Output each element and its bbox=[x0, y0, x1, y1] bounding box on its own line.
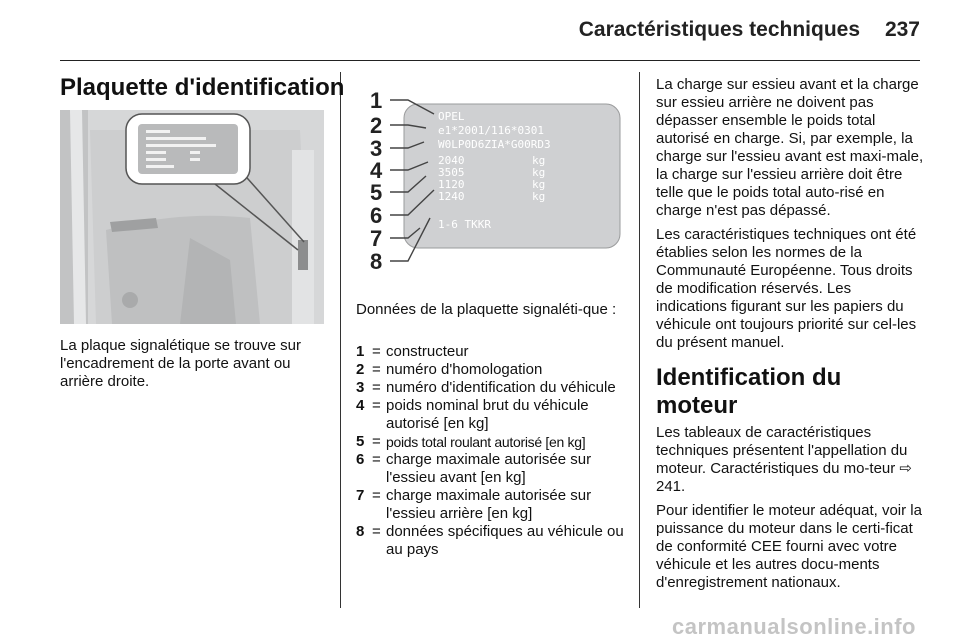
header-rule bbox=[60, 60, 920, 61]
plate-legend-list bbox=[356, 343, 636, 559]
legend-number: 7 bbox=[356, 487, 365, 504]
watermark: carmanualsonline.info bbox=[672, 614, 916, 639]
legend-item bbox=[356, 343, 636, 361]
plate-text-line: 2040 bbox=[438, 154, 465, 167]
legend-item bbox=[356, 397, 636, 433]
legend-equals: = bbox=[372, 397, 381, 414]
engine-tables-paragraph: Les tableaux de caractéristiques techniques présentent l'appellation du moteur. Caractéristiques du mo-teur ⇨ 241. bbox=[656, 424, 913, 495]
legend-item bbox=[356, 361, 636, 379]
legend-number: 3 bbox=[356, 379, 365, 396]
legend-number: 4 bbox=[356, 397, 365, 414]
legend-text: numéro d'identification du véhicule bbox=[386, 379, 616, 396]
plate-unit-label: kg bbox=[532, 190, 546, 203]
column-divider-1 bbox=[340, 72, 341, 608]
legend-number: 5 bbox=[356, 433, 365, 450]
section-title-engine-identification: Identification du moteur bbox=[656, 364, 842, 419]
legend-text: poids total roulant autorisé [en kg] bbox=[386, 434, 586, 450]
engine-identify-paragraph: Pour identifier le moteur adéquat, voir la puissance du moteur dans le certi-ficat de conformité CEE fourni avec votre véhicule et les autres docu-ments d'enregistrement nationaux. bbox=[656, 502, 922, 591]
legend-number: 8 bbox=[356, 523, 365, 540]
legend-text: poids nominal brut du véhicule autorisé [en kg] bbox=[386, 397, 589, 432]
door-frame-photo bbox=[60, 110, 324, 324]
right-column bbox=[656, 76, 924, 598]
legend-number: 2 bbox=[356, 361, 365, 378]
section-title-identification-plate: Plaquette d'identification bbox=[60, 74, 345, 101]
legend-text: charge maximale autorisée sur l'essieu arrière [en kg] bbox=[386, 487, 592, 522]
callout-number: 2 bbox=[370, 113, 383, 138]
callout-number: 3 bbox=[370, 136, 383, 161]
axle-load-paragraph: La charge sur essieu avant et la charge sur essieu arrière ne doivent pas dépasser ensemble le poids total autorisé en charge. Si, par exemple, la charge sur l'essieu avant est maxi-male, la charge sur l'essieu arrière doit être telle que le poids total auto-risé en charge n'est pas dépassé. bbox=[656, 76, 924, 219]
legend-text: données spécifiques au véhicule ou au pays bbox=[386, 523, 624, 558]
plate-text-line: OPEL bbox=[438, 110, 465, 123]
plate-text-line: 1120 bbox=[438, 178, 465, 191]
legend-text: constructeur bbox=[386, 343, 469, 360]
column-divider-2 bbox=[639, 72, 640, 608]
legend-equals: = bbox=[372, 433, 381, 450]
legend-text: numéro d'homologation bbox=[386, 361, 543, 378]
plate-text-line: e1*2001/116*0301 bbox=[438, 124, 544, 137]
legend-item bbox=[356, 451, 636, 487]
page-number: 237 bbox=[884, 18, 920, 41]
door-frame-illustration bbox=[60, 110, 324, 324]
identification-plate-figure bbox=[356, 78, 624, 288]
plate-location-paragraph: La plaque signalétique se trouve sur l'encadrement de la porte avant ou arrière droite. bbox=[60, 337, 301, 390]
legend-equals: = bbox=[372, 451, 381, 468]
legend-item bbox=[356, 379, 636, 397]
callout-number: 5 bbox=[370, 180, 383, 205]
callout-number: 7 bbox=[370, 226, 383, 251]
legend-item bbox=[356, 487, 636, 523]
callout-number: 4 bbox=[370, 158, 383, 183]
legend-equals: = bbox=[372, 361, 381, 378]
plate-unit-label: kg bbox=[532, 178, 546, 191]
legend-item bbox=[356, 523, 636, 559]
plate-text-line: 1-6 TKKR bbox=[438, 218, 491, 231]
ec-standards-paragraph: Les caractéristiques techniques ont été établies selon les normes de la Communauté Européenne. Tous droits de modification réservés. Les indications figurant sur les papiers du véhicule ont toujours priorité sur cel-les du présent manuel. bbox=[656, 226, 917, 351]
running-header-title: Caractéristiques techniques bbox=[578, 18, 860, 41]
callout-number: 8 bbox=[370, 249, 383, 274]
plate-text-line: W0LP0D6ZIA*G00RD3 bbox=[438, 138, 551, 151]
legend-number: 6 bbox=[356, 451, 365, 468]
legend-item bbox=[356, 433, 636, 451]
plate-unit-label: kg bbox=[532, 154, 546, 167]
legend-equals: = bbox=[372, 343, 381, 360]
plate-data-intro: Données de la plaquette signaléti-que : bbox=[356, 301, 617, 318]
legend-equals: = bbox=[372, 379, 381, 396]
legend-text: charge maximale autorisée sur l'essieu avant [en kg] bbox=[386, 451, 592, 486]
callout-number: 6 bbox=[370, 203, 383, 228]
legend-number: 1 bbox=[356, 343, 365, 360]
identification-plate-diagram bbox=[356, 78, 624, 288]
plate-text-line: 1240 bbox=[438, 190, 465, 203]
callout-number: 1 bbox=[370, 88, 383, 113]
legend-equals: = bbox=[372, 487, 381, 504]
plate-text-line: 3505 bbox=[438, 166, 465, 179]
legend-equals: = bbox=[372, 523, 381, 540]
plate-unit-label: kg bbox=[532, 166, 546, 179]
